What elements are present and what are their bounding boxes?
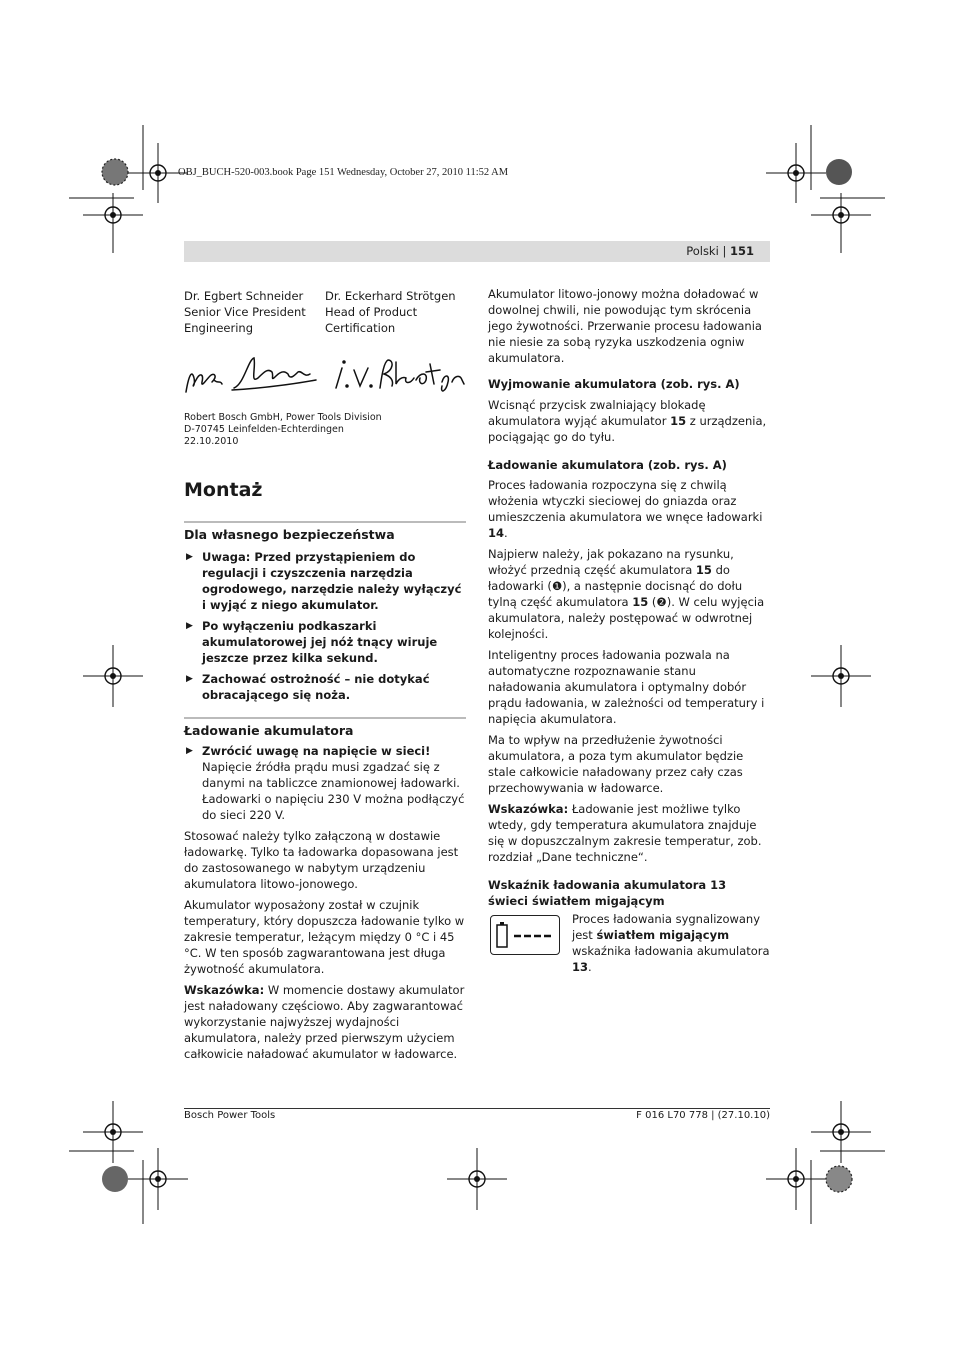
company-line-3: 22.10.2010	[184, 436, 239, 447]
signer-2-name: Dr. Eckerhard Strötgen	[325, 289, 456, 303]
indicator-row	[488, 911, 770, 975]
insert-text-c: (❷). W celu wyjęcia akumulatora, należy postępować w odwrotnej kolejności.	[488, 595, 765, 641]
indicator-text	[572, 911, 770, 975]
charge-text-b: .	[504, 526, 508, 540]
header-language: Polski	[686, 244, 719, 258]
charging-note	[184, 982, 466, 1062]
charging-note-label: Wskazówka:	[184, 983, 265, 997]
footer-rule	[184, 1108, 770, 1109]
remove-text-a: Wcisnąć przycisk zwalniający blokadę akumulatora wyjąć akumulator	[488, 398, 706, 428]
header-separator: |	[718, 244, 730, 258]
remove-number: 15	[670, 414, 687, 428]
insert-number-1: 15	[695, 563, 712, 577]
charge-number: 14	[488, 526, 505, 540]
charging-note-text: W momencie dostawy akumulator jest naładowany częściowo. Aby zagwarantować wykorzystanie najwyższej wydajności akumulatora, należy przed pierwszym użyciem całkowicie naładować akumulator w ładowarce.	[184, 983, 465, 1061]
battery-blinking-icon	[491, 916, 559, 954]
signer-2	[325, 288, 466, 336]
remove-heading: Wyjmowanie akumulatora (zob. rys. A)	[488, 377, 740, 391]
charge-heading: Ładowanie akumulatora (zob. rys. A)	[488, 458, 727, 472]
temperature-note-text: Ładowanie jest możliwe tylko wtedy, gdy temperatura akumulatora znajduje się w dopuszczalnym zakresie temperatur, zob. rozdział „Dane techniczne“.	[488, 802, 762, 864]
signatures-image	[184, 354, 466, 398]
section-heading-montaz: Montaż	[184, 479, 263, 501]
safety-bullet-1	[184, 549, 466, 613]
bullet-arrow-icon: ▶	[186, 552, 193, 562]
insert-text-a: Najpierw należy, jak pokazano na rysunku, włożyć przednią część akumulatora	[488, 547, 734, 577]
indicator-heading: Wskaźnik ładowania akumulatora 13 świeci światłem migającym	[488, 878, 727, 908]
safety-heading: Dla własnego bezpieczeństwa	[184, 527, 395, 542]
company-line-1: Robert Bosch GmbH, Power Tools Division	[184, 412, 382, 423]
bullet-arrow-icon: ▶	[186, 621, 193, 631]
insert-text-b: do ładowarki (❶), a następnie docisnąć do dołu tylną część akumulatora	[488, 563, 743, 609]
company-info	[184, 412, 466, 448]
indicator-text-b: wskaźnika ładowania akumulatora	[572, 944, 770, 958]
safety-bullet-3-text: Zachować ostrożność – nie dotykać obracającego się noża.	[202, 672, 430, 702]
smart-charging-paragraph: Inteligentny proces ładowania pozwala na automatyczne rozpoznawanie stanu naładowania akumulatora i optymalny dobór prądu ładowania, w zależności od temperatury i napięcia akumulatora.	[488, 648, 765, 726]
charging-paragraph-1: Stosować należy tylko załączoną w dostawie ładowarkę. Tylko ta ładowarka dopasowana jest do zastosowanego w nabytym urządzeniu akumulatora litowo-jonowego.	[184, 829, 459, 891]
remove-paragraph	[488, 397, 770, 445]
signer-1-title1: Senior Vice President	[184, 305, 306, 319]
footer-brand: Bosch Power Tools	[184, 1110, 276, 1121]
charging-paragraph-2: Akumulator wyposażony został w czujnik temperatury, który dopuszcza ładowanie tylko w zakresie temperatur, leżącym między 0 °C i 45 °C. W ten sposób zagwarantowana jest długa żywotność akumulatora.	[184, 898, 465, 976]
header-text	[686, 244, 754, 258]
temperature-note	[488, 801, 770, 865]
indicator-text-a: Proces ładowania sygnalizowany jest	[572, 912, 761, 942]
print-info: OBJ_BUCH-520-003.book Page 151 Wednesday, October 27, 2010 11:52 AM	[178, 167, 509, 178]
charge-indicator-icon	[490, 915, 560, 955]
safety-bullet-2-text: Po wyłączeniu podkaszarki akumulatorowej jej nóż tnący wiruje jeszcze przez kilka sekund.	[202, 619, 438, 665]
page-header	[184, 241, 770, 262]
temperature-note-label: Wskazówka:	[488, 802, 569, 816]
charging-bullet-bold: Zwrócić uwagę na napięcie w sieci!	[202, 744, 431, 758]
company-line-2: D-70745 Leinfelden-Echterdingen	[184, 424, 344, 435]
safety-bullet-2	[184, 618, 466, 666]
right-column	[488, 286, 770, 975]
signers	[184, 288, 466, 336]
charging-bullet	[184, 743, 466, 823]
bullet-arrow-icon: ▶	[186, 674, 193, 684]
signer-1-name: Dr. Egbert Schneider	[184, 289, 304, 303]
charge-paragraph	[488, 477, 770, 541]
remove-text-b: z urządzenia, pociągając go do tyłu.	[488, 414, 767, 444]
charging-heading: Ładowanie akumulatora	[184, 723, 354, 738]
left-column	[184, 288, 466, 1067]
footer-doc-number: F 016 L70 778 | (27.10.10)	[636, 1110, 770, 1121]
indicator-number: 13	[572, 960, 589, 974]
safety-bullet-3	[184, 671, 466, 703]
bullet-arrow-icon: ▶	[186, 746, 193, 756]
signer-2-title1: Head of Product	[325, 305, 418, 319]
intro-paragraph: Akumulator litowo-jonowy można doładować w dowolnej chwili, nie powodując tym skrócenia jego żywotności. Przerwanie procesu ładowania nie niesie za sobą ryzyka uszkodzenia ogniw akumulatora.	[488, 287, 762, 365]
signer-1	[184, 288, 325, 336]
indicator-text-bold: światłem migającym	[596, 928, 730, 942]
page-number: 151	[729, 244, 754, 258]
charging-bullet-text: Napięcie źródła prądu musi zgadzać się z danymi na tabliczce znamionowej ładowarki. Ładowarki o napięciu 230 V można podłączyć do sieci 220 V.	[202, 760, 465, 822]
insert-paragraph	[488, 546, 770, 642]
signer-1-title2: Engineering	[184, 321, 253, 335]
charge-text-a: Proces ładowania rozpoczyna się z chwilą włożenia wtyczki sieciowej do gniazda oraz umieszczenia akumulatora we wnęce ładowarki	[488, 478, 763, 524]
battery-life-paragraph: Ma to wpływ na przedłużenie żywotności akumulatora, a poza tym akumulator będzie stale całkowicie naładowany przez cały czas przechowywania w ładowarce.	[488, 733, 744, 795]
insert-number-2: 15	[632, 595, 649, 609]
safety-bullet-1-text: Uwaga: Przed przystąpieniem do regulacji i czyszczenia narzędzia ogrodowego, narzędzie należy wyłączyć i wyjąć z niego akumulator.	[202, 550, 462, 612]
indicator-text-c: .	[588, 960, 592, 974]
signer-2-title2: Certification	[325, 321, 396, 335]
